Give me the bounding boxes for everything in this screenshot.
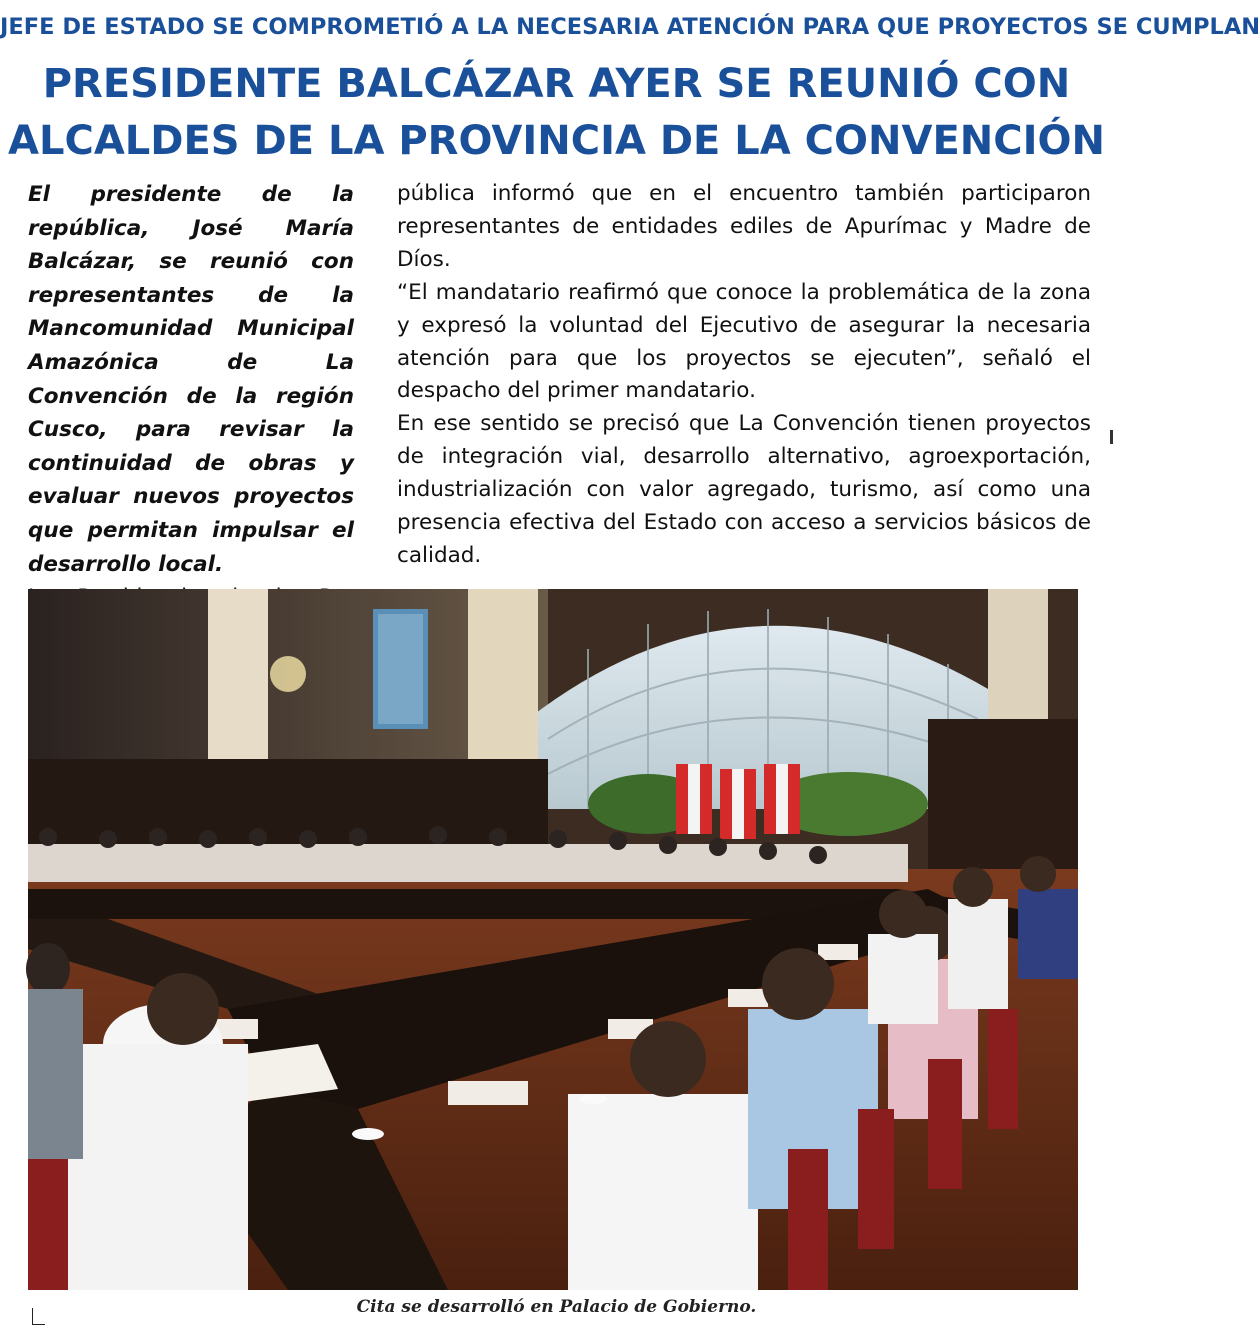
article-paragraph-1: pública informó que en el encuentro también participaron representantes de entidades ediles de Apurímac y Madre de Díos. xyxy=(397,181,1091,272)
meeting-photo-illustration xyxy=(28,589,1078,1290)
crop-mark xyxy=(32,1308,45,1325)
article-lead: El presidente de la república, José María Balcázar, se reunió con representantes de la Mancomunidad Municipal Amazónica de La Convención de la región Cusco, para revisar la continuidad de obras y evaluar nuevos proyectos que permitan impulsar el desarrollo local. xyxy=(28,182,354,577)
article-column-left xyxy=(28,178,354,615)
article-headline xyxy=(0,56,1113,170)
headline-line-2: ALCALDES DE LA PROVINCIA DE LA CONVENCIÓN xyxy=(8,118,1105,164)
article-paragraph-3: En ese sentido se precisó que La Convención tienen proyectos de integración vial, desarrollo alternativo, agroexportación, industrialización con valor agregado, turismo, así como una presencia efectiva del Estado con acceso a servicios básicos de calidad. xyxy=(397,411,1091,568)
article-column-right xyxy=(397,178,1091,573)
headline-line-1: PRESIDENTE BALCÁZAR AYER SE REUNIÓ CON xyxy=(42,61,1071,107)
column-rule-mark xyxy=(1110,430,1113,444)
article-kicker: JEFE DE ESTADO SE COMPROMETIÓ A LA NECESARIA ATENCIÓN PARA QUE PROYECTOS SE CUMPLAN xyxy=(0,14,1260,40)
article-paragraph-2: “El mandatario reafirmó que conoce la problemática de la zona y expresó la voluntad del Ejecutivo de asegurar la necesaria atención para que los proyectos se ejecuten”, señaló el despacho del primer mandatario. xyxy=(397,279,1091,404)
photo-caption: Cita se desarrolló en Palacio de Gobierno. xyxy=(356,1297,757,1317)
meeting-photo xyxy=(28,589,1078,1290)
